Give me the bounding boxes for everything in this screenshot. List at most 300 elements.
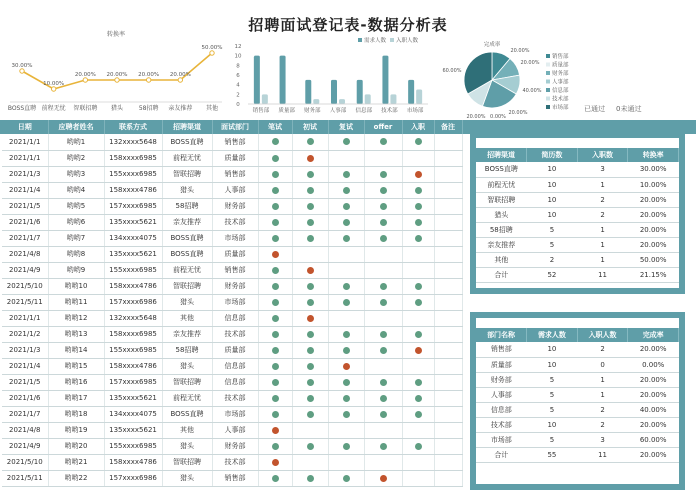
dept-stats-cell: 20.00% [628, 342, 679, 357]
status-cell [434, 326, 462, 342]
table-row[interactable] [2, 166, 462, 182]
status-cell [258, 342, 292, 358]
table-row[interactable] [2, 150, 462, 166]
channel-stats-row [476, 252, 679, 267]
table-row[interactable] [2, 406, 462, 422]
channel-stats-cell: BOSS直聘 [476, 162, 527, 177]
failed-dot [307, 155, 314, 162]
channel-stats-cell: 1 [577, 177, 628, 192]
failed-dot [380, 475, 387, 482]
bar-x-tick: 人事部 [329, 108, 347, 114]
phone-cell: 135xxxx5621 [104, 214, 162, 230]
dept-cell: 信息部 [212, 310, 258, 326]
passed-dot [307, 187, 314, 194]
status-cell [328, 182, 364, 198]
status-cell [292, 246, 328, 262]
status-cell [402, 262, 434, 278]
table-row[interactable] [2, 422, 462, 438]
phone-cell: 158xxxx4786 [104, 358, 162, 374]
name-cell: 哟哟13 [48, 326, 104, 342]
bar-legend-label: 入职人数 [396, 38, 419, 44]
passed-dot [272, 475, 279, 482]
status-cell [402, 214, 434, 230]
channel-stats-cell: 20.00% [628, 207, 679, 222]
status-cell [328, 438, 364, 454]
passed-checkbox-label[interactable]: 已通过 [584, 105, 605, 113]
line-chart-title: 转换率 [106, 31, 126, 38]
channel-stats-cell: 猎头 [476, 207, 527, 222]
channel-stats-cell: 2 [577, 192, 628, 207]
pie-legend-label: 质量部 [552, 62, 569, 69]
pie-title: 完成率 [483, 42, 501, 48]
channel-stats-cell: 其他 [476, 252, 527, 267]
date-cell: 2021/1/4 [2, 182, 48, 198]
channel-stats-cell: 1 [577, 252, 628, 267]
dept-stats-cell: 11 [577, 447, 628, 462]
pie-legend-swatch [546, 71, 550, 75]
passed-dot [307, 363, 314, 370]
bar [416, 90, 422, 105]
status-cell [402, 422, 434, 438]
line-point-label: 20.00% [106, 72, 128, 78]
passed-dot [415, 187, 422, 194]
column-header: 应聘者姓名 [48, 120, 104, 134]
dept-stats-cell: 5 [527, 432, 578, 447]
phone-cell: 158xxxx4786 [104, 278, 162, 294]
channel-stats-total-row [476, 267, 679, 282]
phone-cell: 155xxxx6985 [104, 342, 162, 358]
channel-stats-cell: 50.00% [628, 252, 679, 267]
dept-cell: 技术部 [212, 214, 258, 230]
passed-dot [307, 203, 314, 210]
dept-stats-cell: 5 [527, 402, 578, 417]
passed-dot [343, 299, 350, 306]
phone-cell: 132xxxx5648 [104, 134, 162, 150]
table-row[interactable] [2, 278, 462, 294]
dept-cell: 销售部 [212, 166, 258, 182]
date-cell: 2021/1/1 [2, 150, 48, 166]
status-cell [364, 406, 402, 422]
name-cell: 哟哟18 [48, 406, 104, 422]
status-cell [434, 198, 462, 214]
name-cell: 哟哟7 [48, 230, 104, 246]
status-cell [364, 262, 402, 278]
channel-cell: 猎头 [162, 294, 212, 310]
dept-cell: 财务部 [212, 438, 258, 454]
table-row[interactable] [2, 310, 462, 326]
channel-cell: BOSS直聘 [162, 406, 212, 422]
status-cell [292, 230, 328, 246]
table-row[interactable] [2, 230, 462, 246]
channel-cell: 前程无忧 [162, 262, 212, 278]
status-cell [402, 358, 434, 374]
pie-value-label: 20.00% [508, 110, 528, 116]
status-cell [258, 358, 292, 374]
line-x-tick: 猎头 [110, 105, 124, 112]
completion-pie-chart[interactable] [440, 40, 590, 120]
status-cell [402, 150, 434, 166]
status-cell [434, 342, 462, 358]
dept-stats-header: 需求人数 [527, 328, 578, 342]
passed-dot [415, 219, 422, 226]
date-cell: 2021/5/10 [2, 278, 48, 294]
channel-cell: 亲友推荐 [162, 326, 212, 342]
line-x-tick: 58招聘 [138, 105, 159, 112]
passed-dot [307, 347, 314, 354]
passed-dot [415, 235, 422, 242]
bar-y-tick: 2 [236, 92, 240, 99]
channel-cell: 前程无忧 [162, 150, 212, 166]
dept-cell: 信息部 [212, 374, 258, 390]
passed-dot [415, 138, 422, 145]
status-cell [258, 294, 292, 310]
status-cell [292, 342, 328, 358]
passed-dot [380, 187, 387, 194]
line-point-label: 20.00% [169, 72, 191, 78]
dept-stats-header [476, 328, 679, 342]
name-cell: 哟哟14 [48, 342, 104, 358]
pie-legend-label: 技术部 [552, 96, 569, 103]
table-row[interactable] [2, 470, 462, 486]
dept-cell: 技术部 [212, 390, 258, 406]
channel-stats-row [476, 192, 679, 207]
dept-cell: 市场部 [212, 406, 258, 422]
passed-dot [380, 347, 387, 354]
channel-stats-row [476, 222, 679, 237]
status-cell [328, 454, 364, 470]
table-row[interactable] [2, 390, 462, 406]
channel-stats-row [476, 207, 679, 222]
name-cell: 哟哟4 [48, 182, 104, 198]
status-cell [434, 454, 462, 470]
channel-cell: 猎头 [162, 438, 212, 454]
channel-stats-panel [470, 132, 685, 294]
table-row[interactable] [2, 214, 462, 230]
phone-cell: 155xxxx6985 [104, 166, 162, 182]
status-cell [364, 134, 402, 150]
status-cell [292, 406, 328, 422]
status-cell [258, 230, 292, 246]
dept-cell: 销售部 [212, 262, 258, 278]
status-cell [292, 134, 328, 150]
name-cell: 哟哟8 [48, 246, 104, 262]
status-cell [292, 166, 328, 182]
status-cell [402, 454, 434, 470]
registration-table [2, 120, 463, 487]
passed-dot [415, 299, 422, 306]
status-cell [258, 214, 292, 230]
page-title: 招聘面试登记表-数据分析表 [248, 16, 448, 34]
channel-stats-header: 简历数 [527, 148, 578, 162]
status-cell [328, 246, 364, 262]
table-row[interactable] [2, 326, 462, 342]
status-cell [292, 182, 328, 198]
table-row[interactable] [2, 454, 462, 470]
table-row[interactable] [2, 182, 462, 198]
status-cell [402, 326, 434, 342]
passed-dot [343, 235, 350, 242]
date-cell: 2021/1/5 [2, 374, 48, 390]
date-cell: 2021/1/1 [2, 134, 48, 150]
dept-stats-header: 完成率 [628, 328, 679, 342]
date-cell: 2021/1/3 [2, 342, 48, 358]
phone-cell: 158xxxx6985 [104, 326, 162, 342]
passed-dot [307, 443, 314, 450]
status-cell [292, 438, 328, 454]
phone-cell: 134xxxx4075 [104, 406, 162, 422]
status-cell [328, 326, 364, 342]
channel-stats-cell: 21.15% [628, 267, 679, 282]
line-x-tick: 前程无忧 [41, 105, 66, 112]
table-row[interactable] [2, 438, 462, 454]
phone-cell: 158xxxx6985 [104, 150, 162, 166]
passed-dot [307, 235, 314, 242]
date-cell: 2021/1/7 [2, 230, 48, 246]
channel-stats-cell: 5 [527, 237, 578, 252]
passed-dot [380, 331, 387, 338]
passed-dot [272, 315, 279, 322]
status-cell [434, 294, 462, 310]
name-cell: 哟哟10 [48, 278, 104, 294]
channel-stats-row [476, 237, 679, 252]
status-cell [434, 262, 462, 278]
dept-stats-cell: 2 [577, 417, 628, 432]
pie-value-label: 20.00% [520, 60, 540, 66]
status-cell [364, 278, 402, 294]
column-header: 联系方式 [104, 120, 162, 134]
passed-dot [380, 171, 387, 178]
passed-dot [415, 331, 422, 338]
status-cell [328, 390, 364, 406]
channel-cell: 猎头 [162, 470, 212, 486]
dept-bar-chart[interactable] [232, 36, 432, 116]
status-cell [328, 150, 364, 166]
status-cell [258, 246, 292, 262]
phone-cell: 135xxxx5621 [104, 422, 162, 438]
dept-stats-total-row [476, 447, 679, 462]
status-cell [434, 470, 462, 486]
status-cell [402, 182, 434, 198]
status-cell [292, 278, 328, 294]
dept-stats-table [476, 328, 679, 463]
status-cell [364, 422, 402, 438]
line-point-label: 20.00% [74, 72, 96, 78]
dept-cell: 质量部 [212, 342, 258, 358]
name-cell: 哟哟17 [48, 390, 104, 406]
status-cell [364, 214, 402, 230]
table-header-row [2, 120, 462, 134]
status-cell [402, 310, 434, 326]
date-cell: 2021/5/11 [2, 470, 48, 486]
channel-stats-row [476, 177, 679, 192]
status-cell [328, 214, 364, 230]
dept-stats-cell: 40.00% [628, 402, 679, 417]
status-cell [258, 198, 292, 214]
channel-cell: 58招聘 [162, 198, 212, 214]
dept-cell: 技术部 [212, 454, 258, 470]
bar-x-tick: 信息部 [355, 108, 372, 114]
table-row[interactable] [2, 246, 462, 262]
status-cell [258, 438, 292, 454]
status-cell [292, 294, 328, 310]
status-cell [434, 246, 462, 262]
dept-cell: 人事部 [212, 422, 258, 438]
status-cell [364, 294, 402, 310]
line-x-tick: 其他 [205, 105, 219, 112]
status-cell [402, 470, 434, 486]
passed-dot [380, 138, 387, 145]
status-cell [434, 374, 462, 390]
status-cell [434, 278, 462, 294]
channel-cell: BOSS直聘 [162, 230, 212, 246]
passed-dot [343, 395, 350, 402]
column-header: offer [364, 120, 402, 134]
name-cell: 哟哟3 [48, 166, 104, 182]
conversion-line-chart[interactable] [6, 30, 226, 116]
line-point-label: 10.00% [43, 81, 65, 87]
line-point [210, 51, 214, 55]
dept-stats-cell: 20.00% [628, 387, 679, 402]
channel-stats-cell: 智联招聘 [476, 192, 527, 207]
status-cell [402, 374, 434, 390]
line-chart-svg [6, 30, 226, 116]
dept-stats-cell: 60.00% [628, 432, 679, 447]
phone-cell: 157xxxx6986 [104, 470, 162, 486]
dept-stats-cell: 1 [577, 387, 628, 402]
name-cell: 哟哟22 [48, 470, 104, 486]
column-header: 入职 [402, 120, 434, 134]
bar [390, 94, 396, 104]
table-row[interactable] [2, 342, 462, 358]
passed-dot [380, 395, 387, 402]
status-cell [328, 278, 364, 294]
passed-dot [307, 379, 314, 386]
name-cell: 哟哟12 [48, 310, 104, 326]
passed-dot [307, 171, 314, 178]
pie-legend-label: 市场部 [552, 105, 569, 111]
table-row[interactable] [2, 198, 462, 214]
line-point [178, 78, 182, 82]
dept-stats-row [476, 432, 679, 447]
bar [262, 94, 268, 104]
status-cell [402, 230, 434, 246]
passed-dot [272, 443, 279, 450]
channel-stats-cell: 3 [577, 162, 628, 177]
channel-stats-cell: 亲友推荐 [476, 237, 527, 252]
status-cell [328, 342, 364, 358]
status-cell [434, 358, 462, 374]
name-cell: 哟哟6 [48, 214, 104, 230]
table-row[interactable] [2, 294, 462, 310]
table-row[interactable] [2, 358, 462, 374]
date-cell: 2021/1/6 [2, 390, 48, 406]
table-row[interactable] [2, 134, 462, 150]
phone-cell: 155xxxx6985 [104, 438, 162, 454]
bar-x-tick: 技术部 [381, 108, 398, 114]
date-cell: 2021/1/5 [2, 198, 48, 214]
dept-stats-cell: 人事部 [476, 387, 527, 402]
status-cell [258, 150, 292, 166]
dept-cell: 市场部 [212, 230, 258, 246]
column-header: 复试 [328, 120, 364, 134]
passed-dot [415, 283, 422, 290]
channel-cell: 智联招聘 [162, 454, 212, 470]
channel-stats-cell: 20.00% [628, 192, 679, 207]
passed-dot [380, 235, 387, 242]
status-cell [364, 374, 402, 390]
phone-cell: 134xxxx4075 [104, 230, 162, 246]
failed-dot [272, 251, 279, 258]
channel-cell: 亲友推荐 [162, 214, 212, 230]
dept-cell: 质量部 [212, 246, 258, 262]
column-header: 日期 [2, 120, 48, 134]
pie-chart-svg [440, 40, 590, 120]
status-cell [402, 198, 434, 214]
passed-dot [307, 475, 314, 482]
passed-dot [415, 411, 422, 418]
dept-stats-header: 入职人数 [577, 328, 628, 342]
passed-dot [272, 379, 279, 386]
date-cell: 2021/1/7 [2, 406, 48, 422]
dept-stats-cell: 2 [577, 342, 628, 357]
name-cell: 哟哟15 [48, 358, 104, 374]
status-cell [258, 390, 292, 406]
bar-y-tick: 0 [236, 102, 240, 108]
date-cell: 2021/1/3 [2, 166, 48, 182]
dept-stats-cell: 技术部 [476, 417, 527, 432]
failed-dot [272, 427, 279, 434]
passed-dot [307, 283, 314, 290]
table-row[interactable] [2, 374, 462, 390]
passed-dot [415, 395, 422, 402]
dept-cell: 销售部 [212, 470, 258, 486]
status-cell [328, 198, 364, 214]
table-row[interactable] [2, 262, 462, 278]
failed-dot [272, 459, 279, 466]
channel-stats-cell: 10 [527, 192, 578, 207]
status-cell [258, 166, 292, 182]
date-cell: 2021/4/8 [2, 246, 48, 262]
status-cell [258, 422, 292, 438]
dept-stats-row [476, 417, 679, 432]
dept-cell: 技术部 [212, 326, 258, 342]
channel-stats-cell: 20.00% [628, 237, 679, 252]
bar [305, 80, 311, 104]
status-cell [328, 166, 364, 182]
pie-value-label: 20.00% [466, 114, 486, 120]
status-cell [364, 166, 402, 182]
status-cell [364, 326, 402, 342]
bar [254, 56, 260, 104]
failed-checkbox-label[interactable]: 0未通过 [616, 105, 642, 113]
channel-cell: 智联招聘 [162, 374, 212, 390]
status-cell [258, 406, 292, 422]
passed-dot [343, 411, 350, 418]
channel-stats-cell: 5 [527, 222, 578, 237]
status-cell [258, 262, 292, 278]
passed-dot [343, 443, 350, 450]
dept-stats-header: 部门名称 [476, 328, 527, 342]
status-cell [292, 470, 328, 486]
phone-cell: 135xxxx5621 [104, 390, 162, 406]
date-cell: 2021/1/4 [2, 358, 48, 374]
channel-stats-cell: 11 [577, 267, 628, 282]
status-cell [292, 262, 328, 278]
passed-dot [380, 411, 387, 418]
bar-x-tick: 财务部 [304, 108, 321, 114]
dept-stats-cell: 10 [527, 342, 578, 357]
bar-legend-swatch [390, 38, 394, 42]
